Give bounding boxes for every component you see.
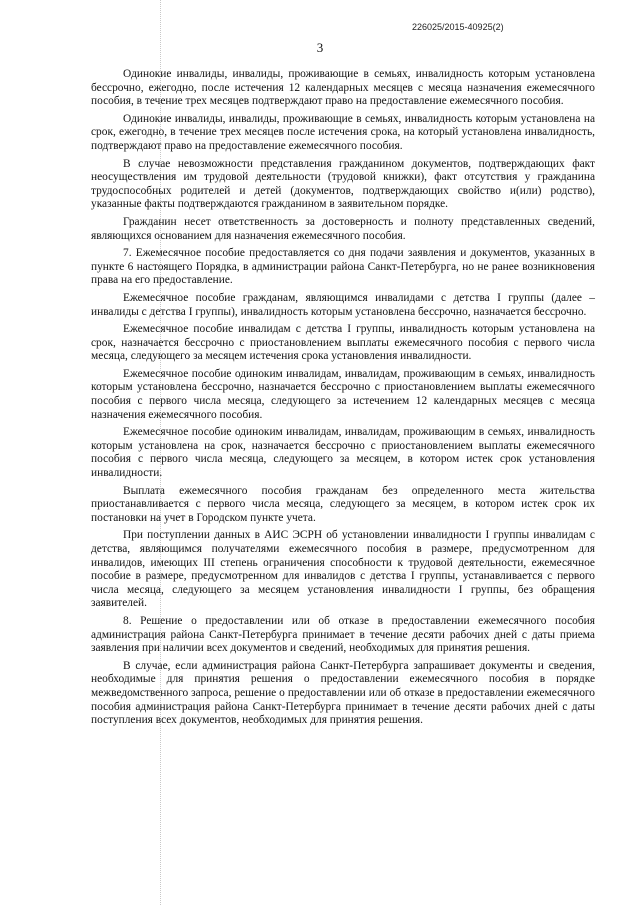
paragraph: В случае невозможности представления гражданином документов, подтверждающих факт неосуществления им трудовой деятельности (трудовой книжки), факт отсутствия у гражданина трудоспособных родителей и детей (документов, подтверждающих свойство и(или) родство), указанные факты подтверждаются гражданином в заявительном порядке. (91, 157, 595, 211)
paragraph: Выплата ежемесячного пособия гражданам без определенного места жительства приостанавливается с первого числа месяца, следующего за месяцем, в котором истек срок их постановки на учет в Городском пункте учета. (91, 484, 595, 524)
paragraph: Ежемесячное пособие гражданам, являющимся инвалидами с детства I группы (далее – инвалиды с детства I группы), инвалидность которым установлена бессрочно, назначается бессрочно. (91, 291, 595, 318)
paragraph: При поступлении данных в АИС ЭСРН об установлении инвалидности I группы инвалидам с детства, являющимся получателями ежемесячного пособия в размере, предусмотренном для инвалидов, имеющих III степень ограничения способности к трудовой деятельности, ежемесячное пособие в размере, предусмотренном для инвалидов с детства I группы, устанавливается с первого числа месяца, следующего за месяцем установления инвалидности I группы, без обращения заявителей. (91, 529, 595, 610)
paragraph: Ежемесячное пособие одиноким инвалидам, инвалидам, проживающим в семьях, инвалидность которым установлена на срок, назначается бессрочно с приостановлением выплаты ежемесячного пособия с первого числа месяца, следующего за месяцем, в котором истек срок установления инвалидности. (91, 426, 595, 480)
paragraph-section-7: 7. Ежемесячное пособие предоставляется со дня подачи заявления и документов, указанных в пункте 6 настоящего Порядка, в администрации района Санкт-Петербурга, но не ранее возникновения права на его предоставление. (91, 247, 595, 287)
paragraph-section-8: 8. Решение о предоставлении или об отказе в предоставлении ежемесячного пособия администрация района Санкт-Петербурга принимает в течение десяти рабочих дней с даты приема заявления при наличии всех документов и сведений, необходимых для принятия решения. (91, 614, 595, 655)
document-body (91, 68, 595, 732)
paragraph: Одинокие инвалиды, инвалиды, проживающие в семьях, инвалидность которым установлена бессрочно, ежегодно, после истечения 12 календарных месяцев с месяца назначения ежемесячного пособия, в течение трех месяцев подтверждают право на предоставление ежемесячного пособия. (91, 68, 595, 108)
paragraph: Ежемесячное пособие одиноким инвалидам, инвалидам, проживающим в семьях, инвалидность которым установлена бессрочно, назначается бессрочно с приостановлением выплаты ежемесячного пособия с первого числа месяца, следующего за истечением 12 календарных месяцев с месяца назначения ежемесячного пособия. (91, 367, 595, 421)
paragraph: Ежемесячное пособие инвалидам с детства I группы, инвалидность которым установлена на срок, назначается бессрочно с приостановлением выплаты ежемесячного пособия с первого числа месяца, следующего за месяцем истечения срока установления инвалидности. (91, 323, 595, 363)
paragraph: Одинокие инвалиды, инвалиды, проживающие в семьях, инвалидность которым установлена на срок, ежегодно, в течение трех месяцев после истечения срока, на который установлена инвалидность, подтверждают право на предоставление ежемесячного пособия. (91, 112, 595, 152)
paragraph: В случае, если администрация района Санкт-Петербурга запрашивает документы и сведения, необходимые для принятия решения о предоставлении ежемесячного пособия в порядке межведомственного запроса, решение о предоставлении или об отказе в предоставлении ежемесячного пособия администрация района Санкт-Петербурга принимает в течение десяти рабочих дней с даты поступления всех документов, необходимых для принятия решения. (91, 659, 595, 727)
page-number: 3 (316, 40, 324, 55)
paragraph: Гражданин несет ответственность за достоверность и полноту представленных сведений, являющихся основанием для назначения ежемесячного пособия. (91, 215, 595, 242)
document-id: 226025/2015-40925(2) (412, 22, 504, 32)
